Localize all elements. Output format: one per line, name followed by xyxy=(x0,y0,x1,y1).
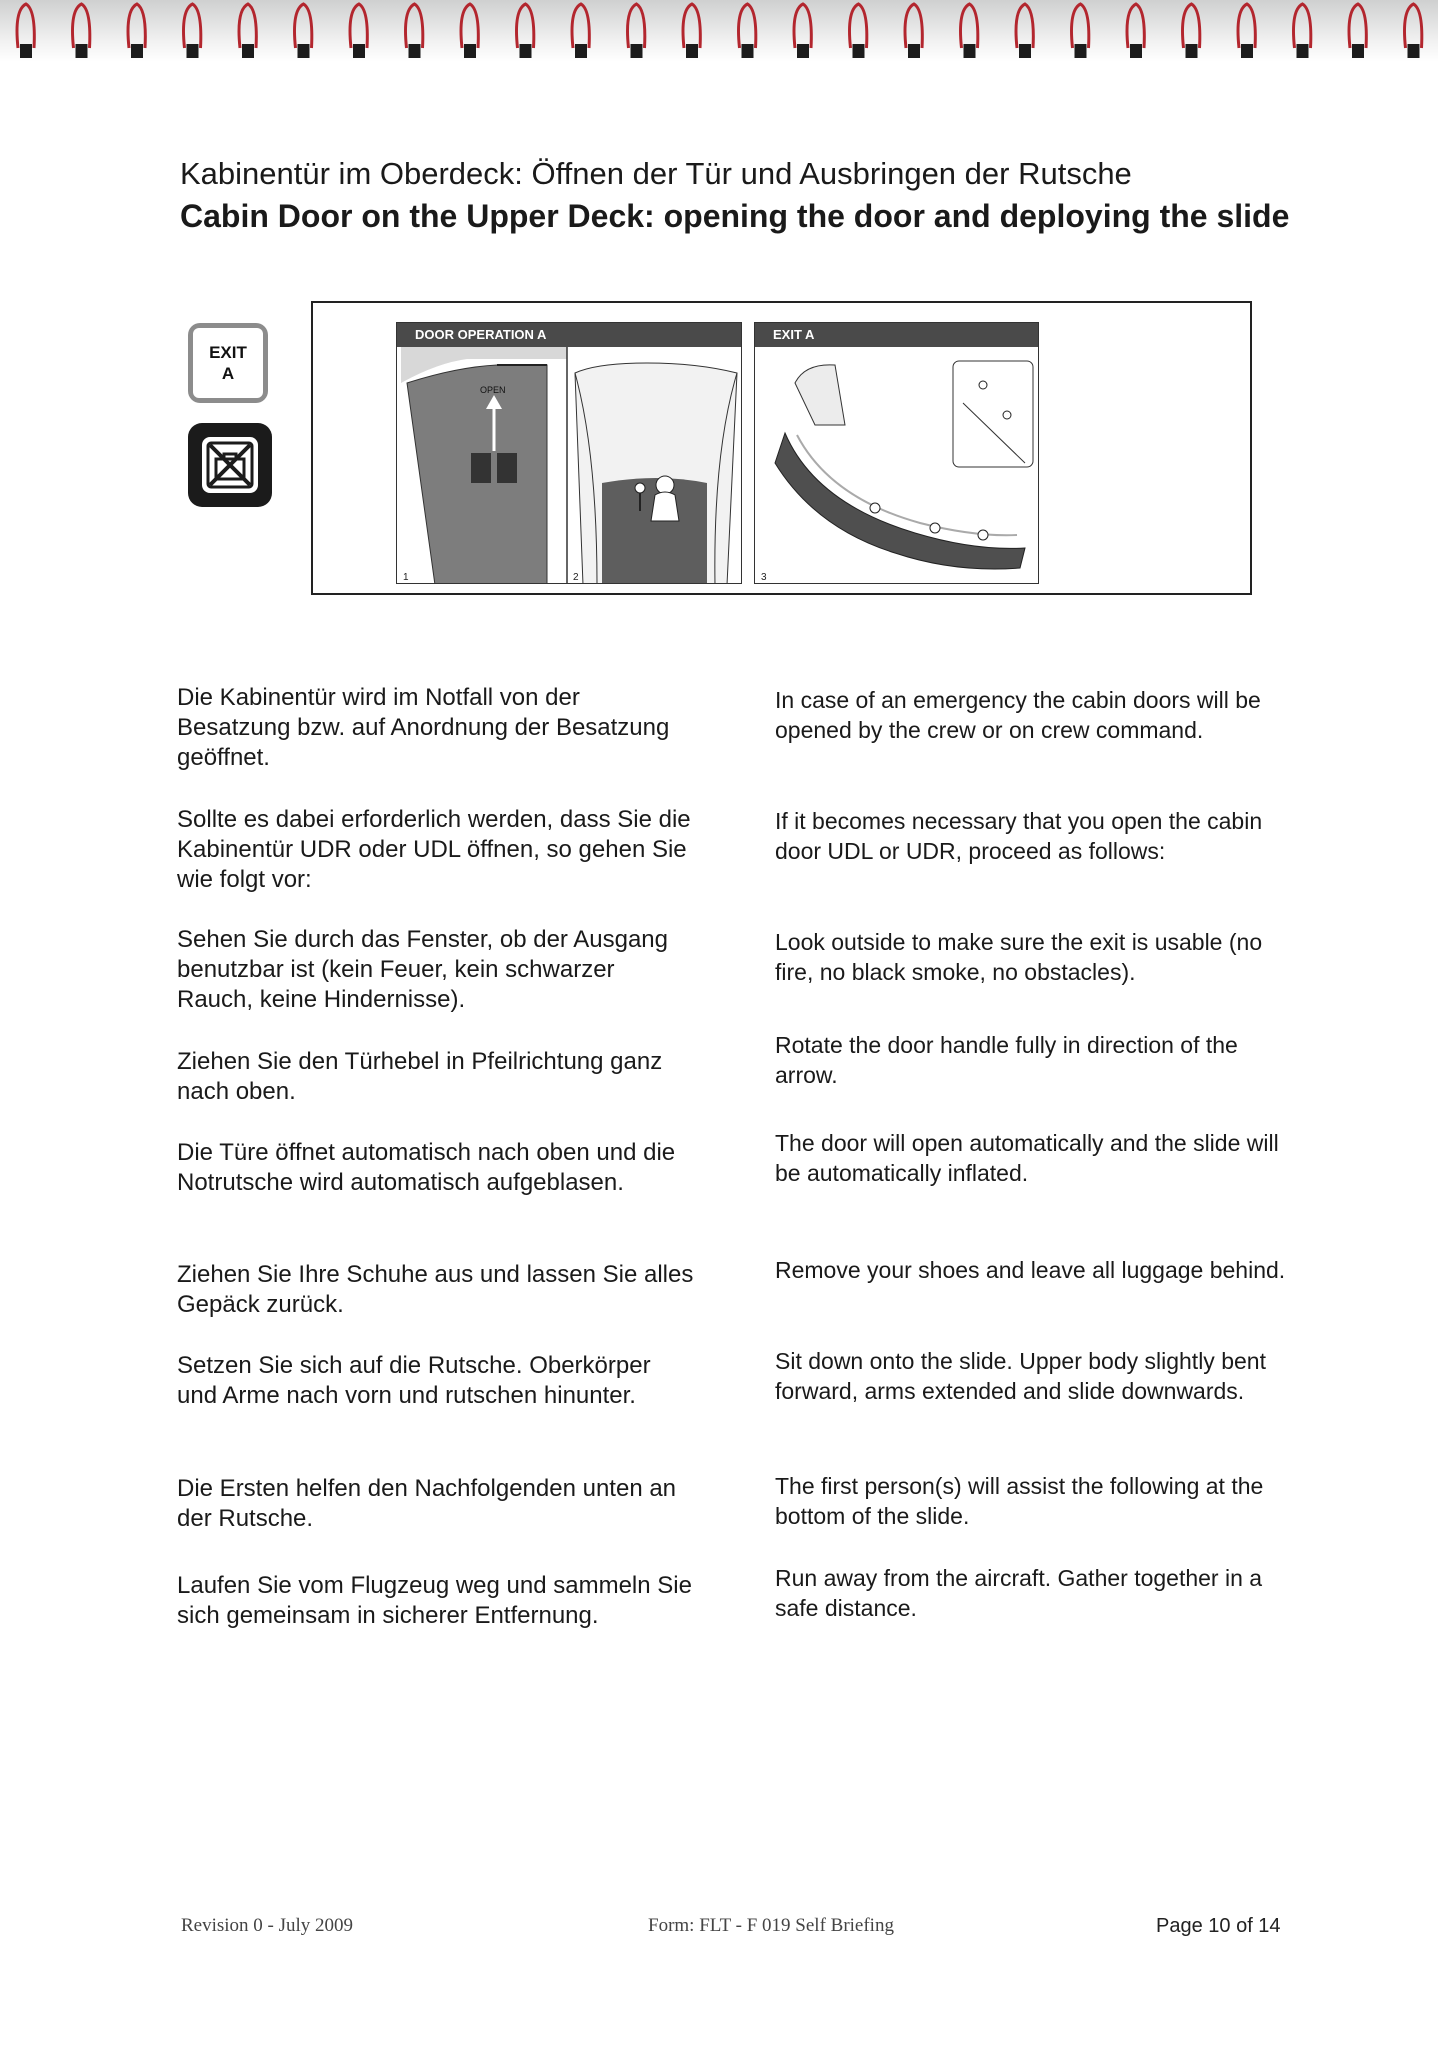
de-instruction-1: Die Kabinentür wird im Notfall von der Besatzung bzw. auf Anordnung der Besatzung geöffnet. xyxy=(177,684,670,771)
binding-ring xyxy=(184,4,201,58)
en-instruction-9: Run away from the aircraft. Gather together in a safe distance. xyxy=(775,1565,1263,1621)
step-number-2: 2 xyxy=(573,572,579,583)
footer-form: Form: FLT - F 019 Self Briefing xyxy=(648,1915,894,1936)
de-instruction-7: Setzen Sie sich auf die Rutsche. Oberkörper und Arme nach vorn und rutschen hinunter. xyxy=(177,1352,651,1409)
en-instruction-8: The first person(s) will assist the following at the bottom of the slide. xyxy=(775,1473,1264,1529)
door-operation-header: DOOR OPERATION A xyxy=(397,323,741,347)
binding-rings xyxy=(0,0,1438,62)
en-instruction-6: Remove your shoes and leave all luggage behind. xyxy=(775,1257,1286,1283)
de-instruction-8: Die Ersten helfen den Nachfolgenden unten an der Rutsche. xyxy=(177,1475,677,1532)
exit-sign-line1: EXIT xyxy=(209,343,247,362)
binding-ring xyxy=(1238,4,1255,58)
de-instruction-6: Ziehen Sie Ihre Schuhe aus und lassen Sie alles Gepäck zurück. xyxy=(177,1261,694,1318)
binding-ring xyxy=(73,4,90,58)
binding-ring xyxy=(17,4,34,58)
binding-ring xyxy=(128,4,145,58)
exit-a-header: EXIT A xyxy=(755,323,1038,347)
binding-ring xyxy=(794,4,811,58)
no-luggage-icon xyxy=(188,423,272,507)
binding-ring xyxy=(572,4,589,58)
door-operation-diagram xyxy=(311,301,1252,595)
binding-ring xyxy=(1183,4,1200,58)
page-title-german: Kabinentür im Oberdeck: Öffnen der Tür und Ausbringen der Rutsche xyxy=(180,156,1132,191)
en-instruction-5: The door will open automatically and the slide will be automatically inflated. xyxy=(775,1130,1279,1186)
en-instruction-7: Sit down onto the slide. Upper body slightly bent forward, arms extended and slide downwards. xyxy=(775,1348,1266,1404)
binding-ring xyxy=(1127,4,1144,58)
de-instruction-9: Laufen Sie vom Flugzeug weg und sammeln Sie sich gemeinsam in sicherer Entfernung. xyxy=(177,1572,692,1629)
spiral-binding xyxy=(0,0,1438,62)
binding-ring xyxy=(406,4,423,58)
binding-ring xyxy=(961,4,978,58)
binding-ring xyxy=(1405,4,1422,58)
binding-ring xyxy=(683,4,700,58)
page-title-english: Cabin Door on the Upper Deck: opening the door and deploying the slide xyxy=(180,198,1290,234)
binding-ring xyxy=(1016,4,1033,58)
step-number-1: 1 xyxy=(403,572,409,583)
en-instruction-1: In case of an emergency the cabin doors will be opened by the crew or on crew command. xyxy=(775,687,1261,743)
de-instruction-3: Sehen Sie durch das Fenster, ob der Ausgang benutzbar ist (kein Feuer, kein schwarzer Rauch, keine Hindernisse). xyxy=(177,926,669,1013)
de-instruction-4: Ziehen Sie den Türhebel in Pfeilrichtung ganz nach oben. xyxy=(177,1048,663,1105)
exit-slide-panel xyxy=(754,322,1039,584)
exit-icons xyxy=(188,323,272,507)
step-number-3: 3 xyxy=(761,572,767,583)
binding-ring xyxy=(739,4,756,58)
binding-ring xyxy=(239,4,256,58)
en-instruction-2: If it becomes necessary that you open the cabin door UDL or UDR, proceed as follows: xyxy=(775,808,1263,864)
binding-ring xyxy=(517,4,534,58)
exit-sign-line2: A xyxy=(221,364,235,383)
binding-ring xyxy=(461,4,478,58)
de-instruction-5: Die Türe öffnet automatisch nach oben und die Notrutsche wird automatisch aufgeblasen. xyxy=(177,1139,676,1196)
de-instruction-2: Sollte es dabei erforderlich werden, dass Sie die Kabinentür UDR oder UDL öffnen, so gehen Sie wie folgt vor: xyxy=(177,806,691,893)
binding-ring xyxy=(905,4,922,58)
slide-illustration xyxy=(755,323,1039,584)
en-instruction-4: Rotate the door handle fully in direction of the arrow. xyxy=(775,1032,1238,1088)
binding-ring xyxy=(350,4,367,58)
binding-ring xyxy=(1349,4,1366,58)
binding-ring xyxy=(1072,4,1089,58)
footer-revision: Revision 0 - July 2009 xyxy=(181,1915,354,1936)
en-instruction-3: Look outside to make sure the exit is usable (no fire, no black smoke, no obstacles). xyxy=(775,929,1263,985)
binding-ring xyxy=(1294,4,1311,58)
footer-page-number: Page 10 of 14 xyxy=(1156,1915,1281,1937)
exit-a-sign-icon xyxy=(188,323,268,403)
binding-ring xyxy=(628,4,645,58)
binding-ring xyxy=(850,4,867,58)
door-operation-panel xyxy=(396,322,742,584)
binding-ring xyxy=(295,4,312,58)
door-handle-illustration xyxy=(397,323,742,584)
open-label: OPEN xyxy=(480,385,506,395)
